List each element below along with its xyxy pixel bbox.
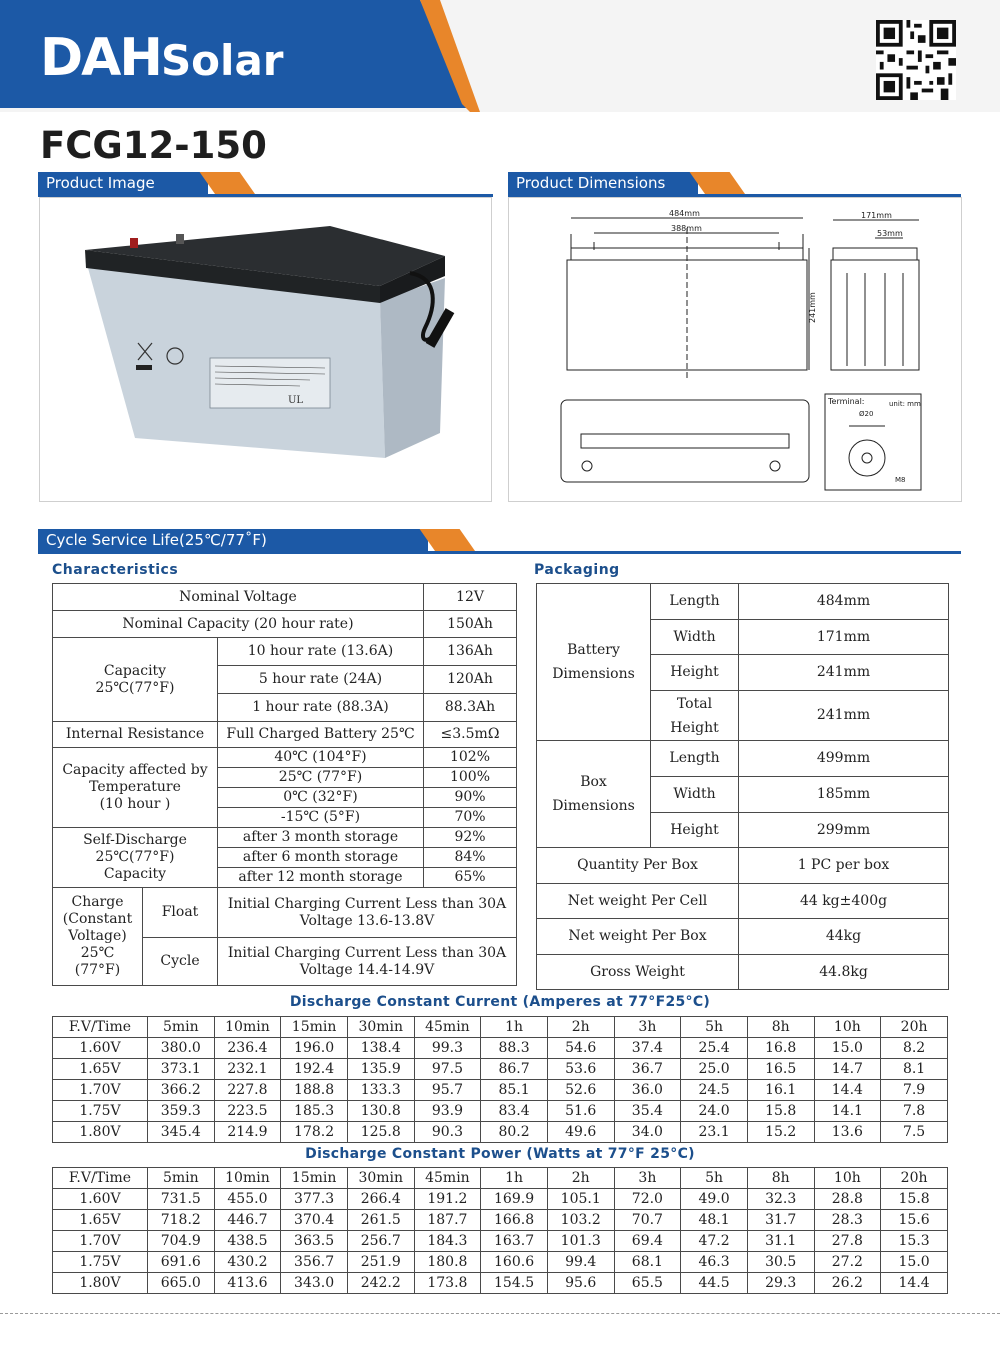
cell-line: Capacity affected by bbox=[62, 762, 208, 778]
table-cell: Nominal Voltage bbox=[53, 584, 424, 611]
table-cell: Internal Resistance bbox=[53, 722, 218, 748]
column-header: 5h bbox=[681, 1017, 748, 1038]
table-cell: 29.3 bbox=[747, 1273, 814, 1294]
table-row bbox=[53, 1038, 948, 1059]
table-cell: 99.3 bbox=[414, 1038, 481, 1059]
table-cell: -15℃ (5°F) bbox=[218, 808, 424, 828]
table-cell: 15.3 bbox=[881, 1231, 948, 1252]
cell-line: (Constant bbox=[62, 911, 133, 927]
cell-line: Initial Charging Current Less than 30A bbox=[227, 944, 507, 961]
table-cell: 185mm bbox=[739, 777, 949, 813]
qr-code bbox=[876, 20, 956, 100]
table-cell: 30.5 bbox=[747, 1252, 814, 1273]
table-cell: 25℃ (77°F) bbox=[218, 768, 424, 788]
table-cell: 154.5 bbox=[481, 1273, 548, 1294]
table-cell: 15.8 bbox=[881, 1189, 948, 1210]
table-cell: 15.0 bbox=[814, 1038, 881, 1059]
table-cell: 0℃ (32°F) bbox=[218, 788, 424, 808]
table-cell: 69.4 bbox=[614, 1231, 681, 1252]
table-cell: 15.6 bbox=[881, 1210, 948, 1231]
table-cell: 88.3Ah bbox=[424, 694, 517, 722]
table-cell: 86.7 bbox=[481, 1059, 548, 1080]
table-cell: 100% bbox=[424, 768, 517, 788]
header-banner bbox=[0, 0, 1000, 112]
table-cell: 178.2 bbox=[281, 1122, 348, 1143]
section-label: Product Dimensions bbox=[516, 174, 666, 192]
section-label: Cycle Service Life(25℃/77˚F) bbox=[46, 531, 267, 549]
table-cell: 180.8 bbox=[414, 1252, 481, 1273]
table-cell: 136Ah bbox=[424, 638, 517, 666]
table-cell: 85.1 bbox=[481, 1080, 548, 1101]
column-header: 45min bbox=[414, 1168, 481, 1189]
table-cell: after 3 month storage bbox=[218, 828, 424, 848]
table-cell: 72.0 bbox=[614, 1189, 681, 1210]
page-divider bbox=[0, 1313, 1000, 1314]
table-cell: 363.5 bbox=[281, 1231, 348, 1252]
table-cell: 40℃ (104°F) bbox=[218, 748, 424, 768]
table-cell: 34.0 bbox=[614, 1122, 681, 1143]
table-row bbox=[53, 1059, 948, 1080]
table-cell: 169.9 bbox=[481, 1189, 548, 1210]
section-tab-product-dimensions bbox=[508, 172, 961, 196]
table-cell: 241mm bbox=[739, 655, 949, 691]
table-cell: 373.1 bbox=[147, 1059, 214, 1080]
dim-bolt: M8 bbox=[895, 476, 906, 484]
table-cell: 718.2 bbox=[147, 1210, 214, 1231]
table-cell: 23.1 bbox=[681, 1122, 748, 1143]
table-cell: 227.8 bbox=[214, 1080, 281, 1101]
table-row bbox=[53, 1210, 948, 1231]
table-cell: 14.1 bbox=[814, 1101, 881, 1122]
table-cell: 413.6 bbox=[214, 1273, 281, 1294]
table-cell: 24.0 bbox=[681, 1101, 748, 1122]
table-cell: 15.0 bbox=[881, 1252, 948, 1273]
table-cell: 7.9 bbox=[881, 1080, 948, 1101]
cell-line: Temperature bbox=[89, 779, 181, 795]
table-cell: 80.2 bbox=[481, 1122, 548, 1143]
cell-line: Voltage 14.4-14.9V bbox=[299, 961, 435, 978]
table-row bbox=[53, 1189, 948, 1210]
table-cell: 14.4 bbox=[881, 1273, 948, 1294]
table-cell: Nominal Capacity (20 hour rate) bbox=[53, 611, 424, 638]
table-cell: 49.0 bbox=[681, 1189, 748, 1210]
table-cell: 28.3 bbox=[814, 1210, 881, 1231]
table-cell: 196.0 bbox=[281, 1038, 348, 1059]
column-header: 8h bbox=[747, 1168, 814, 1189]
table-cell: 7.5 bbox=[881, 1122, 948, 1143]
table-cell: 1.70V bbox=[53, 1080, 148, 1101]
cell-line: 25℃ bbox=[80, 945, 115, 961]
table-cell: Quantity Per Box bbox=[537, 848, 739, 884]
dim-terminal-diameter: Ø20 bbox=[859, 410, 874, 418]
cell-line: Capacity bbox=[103, 866, 167, 882]
table-cell: 299mm bbox=[739, 813, 949, 848]
table-row bbox=[537, 741, 949, 777]
table-cell: 438.5 bbox=[214, 1231, 281, 1252]
table-cell: 160.6 bbox=[481, 1252, 548, 1273]
column-header: 1h bbox=[481, 1168, 548, 1189]
dim-terminal-label: Terminal: bbox=[828, 397, 865, 406]
table-row bbox=[537, 848, 949, 884]
table-row bbox=[537, 919, 949, 955]
table-cell: 12V bbox=[424, 584, 517, 611]
cell-line: Initial Charging Current Less than 30A bbox=[227, 895, 507, 912]
table-row bbox=[53, 638, 517, 666]
column-header: 15min bbox=[281, 1168, 348, 1189]
table-cell: 99.4 bbox=[547, 1252, 614, 1273]
table-cell: 499mm bbox=[739, 741, 949, 777]
table-cell: 7.8 bbox=[881, 1101, 948, 1122]
table-cell: 13.6 bbox=[814, 1122, 881, 1143]
dim-width: 171mm bbox=[861, 211, 892, 220]
column-header: 10min bbox=[214, 1168, 281, 1189]
table-cell: Float bbox=[143, 888, 218, 938]
section-tab-product-image bbox=[38, 172, 493, 196]
table-cell: 185.3 bbox=[281, 1101, 348, 1122]
table-cell: 133.3 bbox=[347, 1080, 414, 1101]
column-header: 10min bbox=[214, 1017, 281, 1038]
table-cell: Length bbox=[651, 584, 739, 620]
table-cell: 5 hour rate (24A) bbox=[218, 666, 424, 694]
model-title: FCG12-150 bbox=[40, 124, 267, 167]
dim-terminal-spacing: 53mm bbox=[877, 229, 903, 238]
table-cell: 1.75V bbox=[53, 1101, 148, 1122]
table-cell: Cycle bbox=[143, 938, 218, 986]
table-cell: 150Ah bbox=[424, 611, 517, 638]
table-row bbox=[53, 611, 517, 638]
table-cell: 15.8 bbox=[747, 1101, 814, 1122]
table-cell: 26.2 bbox=[814, 1273, 881, 1294]
table-cell: 102% bbox=[424, 748, 517, 768]
table-cell: 103.2 bbox=[547, 1210, 614, 1231]
table-cell: 49.6 bbox=[547, 1122, 614, 1143]
table-cell: 16.1 bbox=[747, 1080, 814, 1101]
table-cell bbox=[53, 638, 218, 722]
table-cell: 188.8 bbox=[281, 1080, 348, 1101]
table-cell: 135.9 bbox=[347, 1059, 414, 1080]
cell-line: Dimensions bbox=[552, 798, 635, 814]
table-cell: 10 hour rate (13.6A) bbox=[218, 638, 424, 666]
table-cell: 192.4 bbox=[281, 1059, 348, 1080]
table-cell: 36.0 bbox=[614, 1080, 681, 1101]
table-cell: 731.5 bbox=[147, 1189, 214, 1210]
table-row bbox=[53, 828, 517, 848]
column-header: 5min bbox=[147, 1168, 214, 1189]
cell-line: Capacity bbox=[103, 662, 167, 679]
column-header: 20h bbox=[881, 1017, 948, 1038]
table-cell: 25.0 bbox=[681, 1059, 748, 1080]
table-cell: 32.3 bbox=[747, 1189, 814, 1210]
table-cell: 14.4 bbox=[814, 1080, 881, 1101]
table-cell: 261.5 bbox=[347, 1210, 414, 1231]
table-cell: 184.3 bbox=[414, 1231, 481, 1252]
table-cell: 359.3 bbox=[147, 1101, 214, 1122]
table-cell: 1.65V bbox=[53, 1059, 148, 1080]
table-cell: 27.2 bbox=[814, 1252, 881, 1273]
table-cell: Height bbox=[651, 813, 739, 848]
table-cell: 31.7 bbox=[747, 1210, 814, 1231]
table-cell: 191.2 bbox=[414, 1189, 481, 1210]
cell-line: Charge bbox=[71, 894, 124, 910]
table-cell: after 6 month storage bbox=[218, 848, 424, 868]
column-header: 10h bbox=[814, 1017, 881, 1038]
table-header-row bbox=[53, 1168, 948, 1189]
table-cell: 1 hour rate (88.3A) bbox=[218, 694, 424, 722]
table-cell: 97.5 bbox=[414, 1059, 481, 1080]
table-cell: 223.5 bbox=[214, 1101, 281, 1122]
table-cell: 90% bbox=[424, 788, 517, 808]
discharge-power-title: Discharge Constant Power (Watts at 77°F 25°C) bbox=[305, 1146, 695, 1162]
table-cell: 83.4 bbox=[481, 1101, 548, 1122]
table-cell: 1.65V bbox=[53, 1210, 148, 1231]
cell-line: Dimensions bbox=[552, 666, 635, 682]
table-cell: 44kg bbox=[739, 919, 949, 955]
table-cell: 1 PC per box bbox=[739, 848, 949, 884]
table-cell: 47.2 bbox=[681, 1231, 748, 1252]
table-cell: 54.6 bbox=[547, 1038, 614, 1059]
table-row bbox=[53, 722, 517, 748]
table-cell: 1.60V bbox=[53, 1189, 148, 1210]
table-cell: Net weight Per Box bbox=[537, 919, 739, 955]
table-cell: Length bbox=[651, 741, 739, 777]
table-cell: 236.4 bbox=[214, 1038, 281, 1059]
table-cell: 1.60V bbox=[53, 1038, 148, 1059]
table-cell: 36.7 bbox=[614, 1059, 681, 1080]
column-header: 20h bbox=[881, 1168, 948, 1189]
table-row bbox=[537, 955, 949, 990]
table-row bbox=[53, 1101, 948, 1122]
dim-height: 241mm bbox=[808, 292, 817, 323]
section-label: Product Image bbox=[46, 174, 155, 192]
table-row bbox=[53, 1080, 948, 1101]
column-header: 2h bbox=[547, 1168, 614, 1189]
table-cell: 44.8kg bbox=[739, 955, 949, 990]
table-cell: 46.3 bbox=[681, 1252, 748, 1273]
table-cell: 380.0 bbox=[147, 1038, 214, 1059]
table-cell: 356.7 bbox=[281, 1252, 348, 1273]
column-header: 45min bbox=[414, 1017, 481, 1038]
table-cell: 90.3 bbox=[414, 1122, 481, 1143]
column-header: F.V/Time bbox=[53, 1017, 148, 1038]
table-cell: Width bbox=[651, 620, 739, 655]
table-cell: 84% bbox=[424, 848, 517, 868]
table-cell: 1.80V bbox=[53, 1273, 148, 1294]
characteristics-table bbox=[52, 583, 517, 986]
cell-line: Total bbox=[676, 695, 713, 712]
table-cell bbox=[53, 828, 218, 888]
table-cell: 14.7 bbox=[814, 1059, 881, 1080]
table-cell: 8.1 bbox=[881, 1059, 948, 1080]
table-cell bbox=[218, 888, 517, 938]
table-cell: 27.8 bbox=[814, 1231, 881, 1252]
table-cell: 16.8 bbox=[747, 1038, 814, 1059]
table-cell: 65% bbox=[424, 868, 517, 888]
column-header: 5h bbox=[681, 1168, 748, 1189]
table-cell: 665.0 bbox=[147, 1273, 214, 1294]
table-cell: Net weight Per Cell bbox=[537, 884, 739, 919]
table-cell: 251.9 bbox=[347, 1252, 414, 1273]
table-cell: 70% bbox=[424, 808, 517, 828]
column-header: 2h bbox=[547, 1017, 614, 1038]
discharge-power-table bbox=[52, 1167, 948, 1294]
table-cell: Width bbox=[651, 777, 739, 813]
table-cell: 163.7 bbox=[481, 1231, 548, 1252]
table-cell: 48.1 bbox=[681, 1210, 748, 1231]
column-header: 3h bbox=[614, 1017, 681, 1038]
table-cell bbox=[537, 584, 651, 741]
table-cell: 430.2 bbox=[214, 1252, 281, 1273]
table-cell: 1.75V bbox=[53, 1252, 148, 1273]
table-cell: 70.7 bbox=[614, 1210, 681, 1231]
table-cell: 65.5 bbox=[614, 1273, 681, 1294]
battery-image bbox=[40, 198, 491, 501]
table-cell: 101.3 bbox=[547, 1231, 614, 1252]
discharge-current-title: Discharge Constant Current (Amperes at 77°F25°C) bbox=[289, 994, 711, 1010]
section-tab-cycle-service-life bbox=[38, 529, 961, 553]
table-cell: 241mm bbox=[739, 691, 949, 741]
table-row bbox=[53, 1122, 948, 1143]
table-cell: ≤3.5mΩ bbox=[424, 722, 517, 748]
table-cell: 68.1 bbox=[614, 1252, 681, 1273]
company-logo bbox=[40, 28, 284, 88]
table-cell: 125.8 bbox=[347, 1122, 414, 1143]
table-row bbox=[53, 584, 517, 611]
cell-line: Voltage 13.6-13.8V bbox=[299, 912, 435, 929]
table-cell: 88.3 bbox=[481, 1038, 548, 1059]
table-cell: 1.70V bbox=[53, 1231, 148, 1252]
table-cell: 1.80V bbox=[53, 1122, 148, 1143]
table-cell: 53.6 bbox=[547, 1059, 614, 1080]
table-cell: 187.7 bbox=[414, 1210, 481, 1231]
table-cell: 343.0 bbox=[281, 1273, 348, 1294]
table-cell: 37.4 bbox=[614, 1038, 681, 1059]
table-cell: Full Charged Battery 25℃ bbox=[218, 722, 424, 748]
table-cell: Gross Weight bbox=[537, 955, 739, 990]
table-cell: 130.8 bbox=[347, 1101, 414, 1122]
table-cell: after 12 month storage bbox=[218, 868, 424, 888]
table-cell: 214.9 bbox=[214, 1122, 281, 1143]
product-dimensions-panel bbox=[508, 197, 962, 502]
table-cell: 51.6 bbox=[547, 1101, 614, 1122]
table-cell: Height bbox=[651, 655, 739, 691]
table-cell: 171mm bbox=[739, 620, 949, 655]
table-cell: 120Ah bbox=[424, 666, 517, 694]
table-cell: 256.7 bbox=[347, 1231, 414, 1252]
table-row bbox=[53, 748, 517, 768]
table-cell: 95.6 bbox=[547, 1273, 614, 1294]
table-cell: 484mm bbox=[739, 584, 949, 620]
table-cell: 95.7 bbox=[414, 1080, 481, 1101]
table-row bbox=[53, 888, 517, 938]
table-cell: 242.2 bbox=[347, 1273, 414, 1294]
logo-mark: DAH bbox=[40, 28, 161, 88]
table-cell: 44 kg±400g bbox=[739, 884, 949, 919]
table-cell bbox=[53, 748, 218, 828]
dim-unit-label: unit: mm bbox=[889, 400, 921, 408]
table-cell: 8.2 bbox=[881, 1038, 948, 1059]
column-header: 5min bbox=[147, 1017, 214, 1038]
table-cell: 691.6 bbox=[147, 1252, 214, 1273]
cell-line: (10 hour ) bbox=[99, 796, 171, 812]
table-cell bbox=[537, 741, 651, 848]
logo-word: Solar bbox=[160, 36, 284, 85]
table-cell: 166.8 bbox=[481, 1210, 548, 1231]
table-cell: 35.4 bbox=[614, 1101, 681, 1122]
table-cell bbox=[651, 691, 739, 741]
table-row bbox=[537, 884, 949, 919]
column-header: 10h bbox=[814, 1168, 881, 1189]
table-cell: 44.5 bbox=[681, 1273, 748, 1294]
table-cell: 52.6 bbox=[547, 1080, 614, 1101]
table-cell: 138.4 bbox=[347, 1038, 414, 1059]
cell-line: 25℃(77°F) bbox=[95, 849, 175, 865]
table-cell: 704.9 bbox=[147, 1231, 214, 1252]
table-cell: 345.4 bbox=[147, 1122, 214, 1143]
cell-line: (77°F) bbox=[74, 962, 121, 978]
cell-line: Box bbox=[580, 774, 607, 790]
characteristics-title: Characteristics bbox=[52, 562, 179, 578]
discharge-current-table bbox=[52, 1016, 948, 1143]
table-cell: 173.8 bbox=[414, 1273, 481, 1294]
table-cell: 377.3 bbox=[281, 1189, 348, 1210]
table-cell: 232.1 bbox=[214, 1059, 281, 1080]
packaging-title: Packaging bbox=[534, 562, 620, 578]
packaging-table bbox=[536, 583, 949, 990]
table-cell: 24.5 bbox=[681, 1080, 748, 1101]
column-header: 30min bbox=[347, 1017, 414, 1038]
svg-text:UL: UL bbox=[288, 395, 304, 406]
table-cell: 25.4 bbox=[681, 1038, 748, 1059]
table-cell: 455.0 bbox=[214, 1189, 281, 1210]
cell-line: Self-Discharge bbox=[83, 832, 187, 848]
table-cell: 370.4 bbox=[281, 1210, 348, 1231]
dim-length-overall: 484mm bbox=[669, 209, 700, 218]
column-header: 3h bbox=[614, 1168, 681, 1189]
table-cell: 105.1 bbox=[547, 1189, 614, 1210]
table-header-row bbox=[53, 1017, 948, 1038]
cell-line: Voltage) bbox=[68, 928, 127, 944]
table-row bbox=[53, 1252, 948, 1273]
table-cell: 28.8 bbox=[814, 1189, 881, 1210]
table-row bbox=[537, 584, 949, 620]
table-cell: 92% bbox=[424, 828, 517, 848]
column-header: 8h bbox=[747, 1017, 814, 1038]
dim-length-inner: 388mm bbox=[671, 224, 702, 233]
table-cell: 366.2 bbox=[147, 1080, 214, 1101]
dimension-drawing bbox=[509, 198, 961, 501]
table-cell: 446.7 bbox=[214, 1210, 281, 1231]
column-header: 15min bbox=[281, 1017, 348, 1038]
cell-line: Battery bbox=[567, 642, 620, 658]
table-cell bbox=[53, 888, 143, 986]
table-cell: 266.4 bbox=[347, 1189, 414, 1210]
table-cell: 15.2 bbox=[747, 1122, 814, 1143]
column-header: 30min bbox=[347, 1168, 414, 1189]
cell-line: Height bbox=[670, 719, 719, 736]
table-cell: 16.5 bbox=[747, 1059, 814, 1080]
table-cell: 93.9 bbox=[414, 1101, 481, 1122]
table-cell bbox=[218, 938, 517, 986]
table-row bbox=[53, 1231, 948, 1252]
column-header: 1h bbox=[481, 1017, 548, 1038]
table-cell: 31.1 bbox=[747, 1231, 814, 1252]
table-row bbox=[53, 1273, 948, 1294]
cell-line: 25℃(77°F) bbox=[95, 679, 175, 696]
product-image-panel bbox=[39, 197, 492, 502]
column-header: F.V/Time bbox=[53, 1168, 148, 1189]
